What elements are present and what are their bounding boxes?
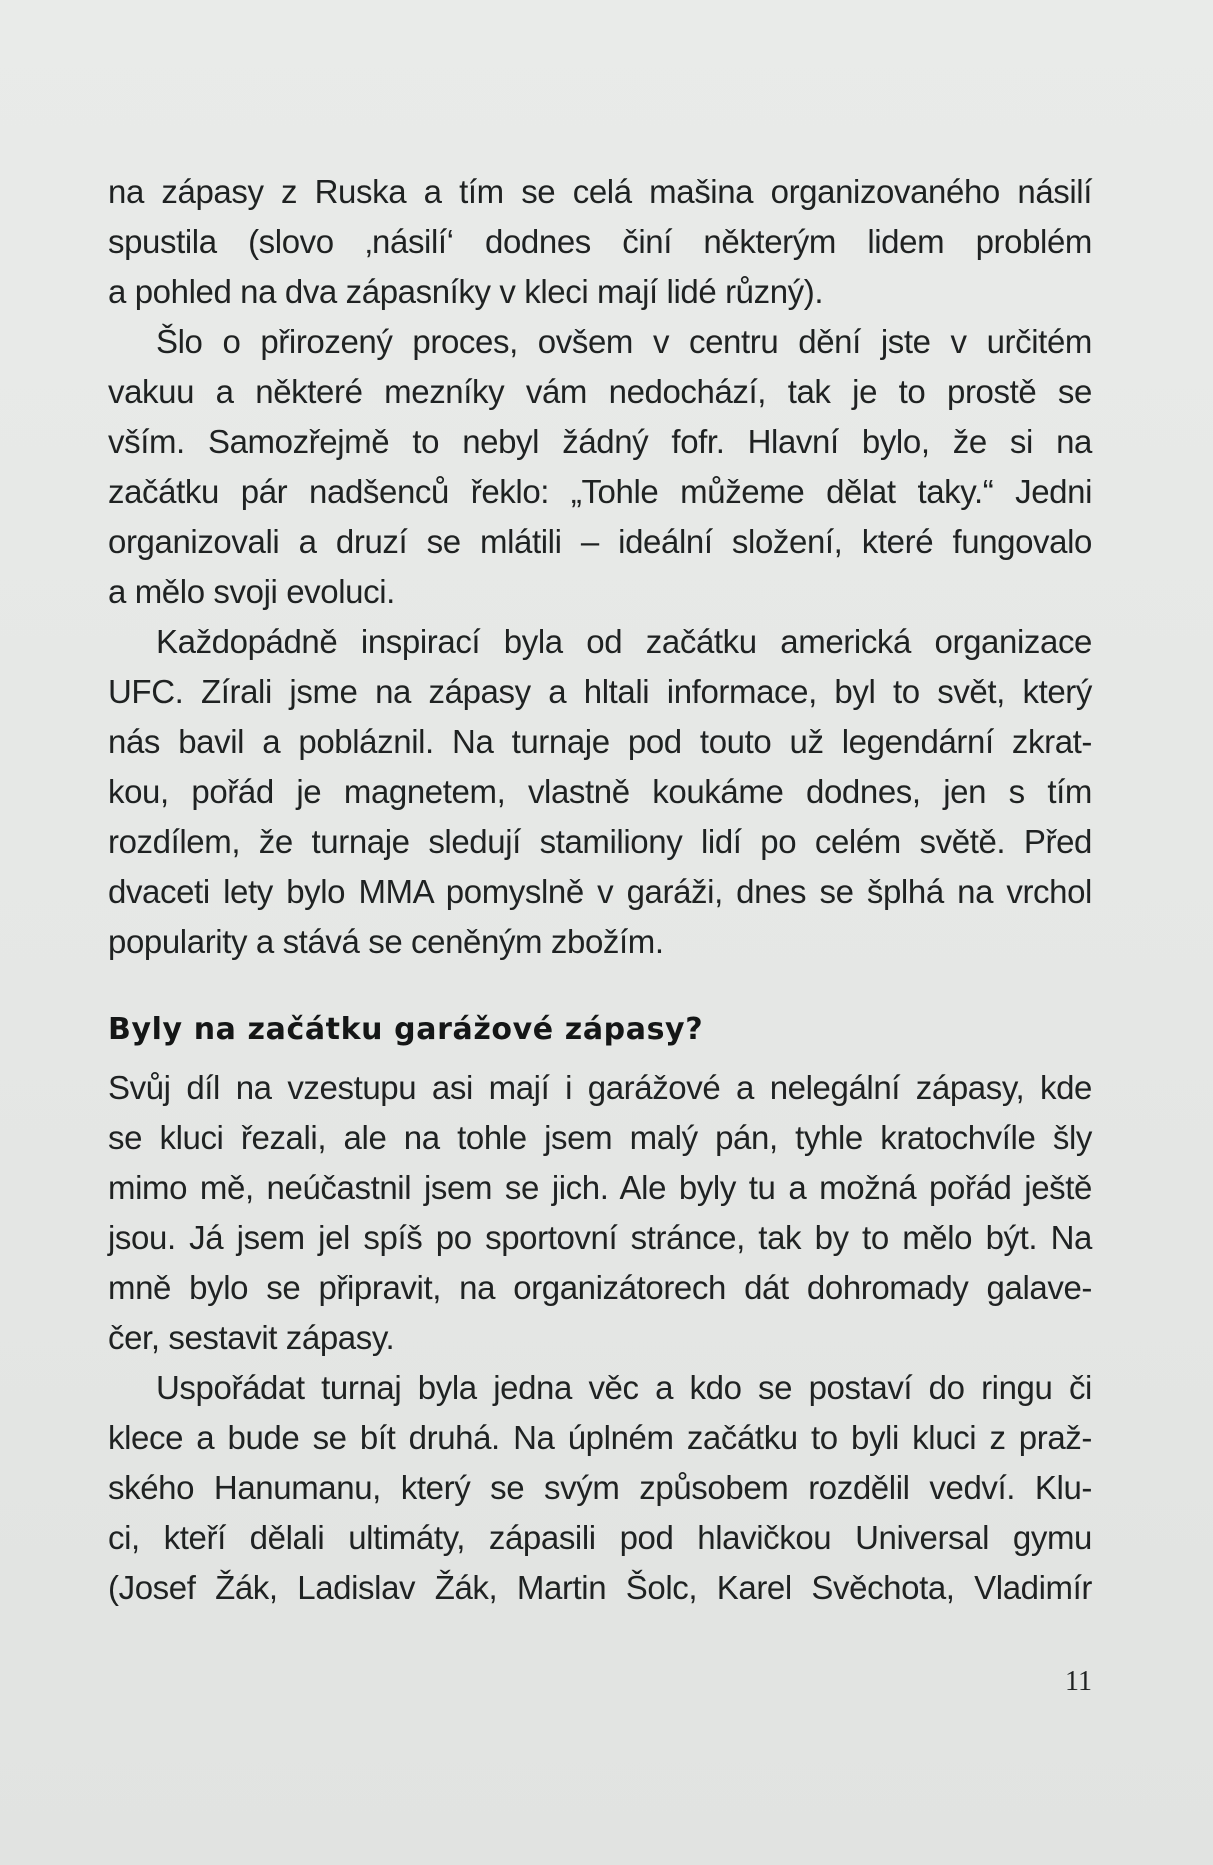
text-line: popularity a stává se ceněným zbožím. — [108, 923, 664, 960]
paragraph — [108, 317, 1092, 617]
text-line: ci, kteří dělali ultimáty, zápasili pod hlavičkou Universal gymu — [108, 1519, 1092, 1556]
text-line: jsou. Já jsem jel spíš po sportovní stránce, tak by to mělo být. Na — [108, 1219, 1092, 1256]
text-line: klece a bude se bít druhá. Na úplném začátku to byli kluci z praž- — [108, 1419, 1092, 1456]
section-heading: Byly na začátku garážové zápasy? — [108, 1012, 704, 1047]
text-line: čer, sestavit zápasy. — [108, 1319, 395, 1356]
text-line: dvaceti lety bylo MMA pomyslně v garáži, dnes se šplhá na vrchol — [108, 873, 1092, 910]
text-line: nás bavil a pobláznil. Na turnaje pod touto už legendární zkrat- — [108, 723, 1092, 760]
text-line: Uspořádat turnaj byla jedna věc a kdo se postaví do ringu či — [156, 1369, 1092, 1406]
body-text-top — [108, 167, 1092, 967]
text-line: (Josef Žák, Ladislav Žák, Martin Šolc, Karel Svěchota, Vladimír — [108, 1569, 1092, 1606]
page-number: 11 — [1065, 1666, 1092, 1697]
text-line: a pohled na dva zápasníky v kleci mají lidé různý). — [108, 273, 824, 310]
text-line: začátku pár nadšenců řeklo: „Tohle můžeme dělat taky.“ Jedni — [108, 473, 1092, 510]
text-line: ského Hanumanu, který se svým způsobem rozdělil vedví. Klu- — [108, 1469, 1092, 1506]
text-line: Šlo o přirozený proces, ovšem v centru dění jste v určitém — [156, 323, 1092, 360]
text-line: vakuu a některé mezníky vám nedochází, tak je to prostě se — [108, 373, 1092, 410]
paragraph — [108, 617, 1092, 967]
text-line: mně bylo se připravit, na organizátorech dát dohromady galave- — [108, 1269, 1092, 1306]
text-line: UFC. Zírali jsme na zápasy a hltali informace, byl to svět, který — [108, 673, 1092, 710]
text-line: kou, pořád je magnetem, vlastně koukáme dodnes, jen s tím — [108, 773, 1092, 810]
paragraph — [108, 167, 1092, 317]
text-line: Svůj díl na vzestupu asi mají i garážové a nelegální zápasy, kde — [108, 1069, 1092, 1106]
text-line: mimo mě, neúčastnil jsem se jich. Ale byly tu a možná pořád ještě — [108, 1169, 1092, 1206]
text-line: na zápasy z Ruska a tím se celá mašina organizovaného násilí — [108, 173, 1092, 210]
body-text-bottom — [108, 1063, 1092, 1613]
text-line: a mělo svoji evoluci. — [108, 573, 395, 610]
text-line: Každopádně inspirací byla od začátku americká organizace — [156, 623, 1092, 660]
text-line: rozdílem, že turnaje sledují stamiliony lidí po celém světě. Před — [108, 823, 1092, 860]
text-line: se kluci řezali, ale na tohle jsem malý pán, tyhle kratochvíle šly — [108, 1119, 1092, 1156]
text-line: vším. Samozřejmě to nebyl žádný fofr. Hlavní bylo, že si na — [108, 423, 1092, 460]
paragraph — [108, 1063, 1092, 1363]
text-line: spustila (slovo ‚násilí‘ dodnes činí některým lidem problém — [108, 223, 1092, 260]
paragraph — [108, 1363, 1092, 1613]
text-line: organizovali a druzí se mlátili – ideální složení, které fungovalo — [108, 523, 1092, 560]
